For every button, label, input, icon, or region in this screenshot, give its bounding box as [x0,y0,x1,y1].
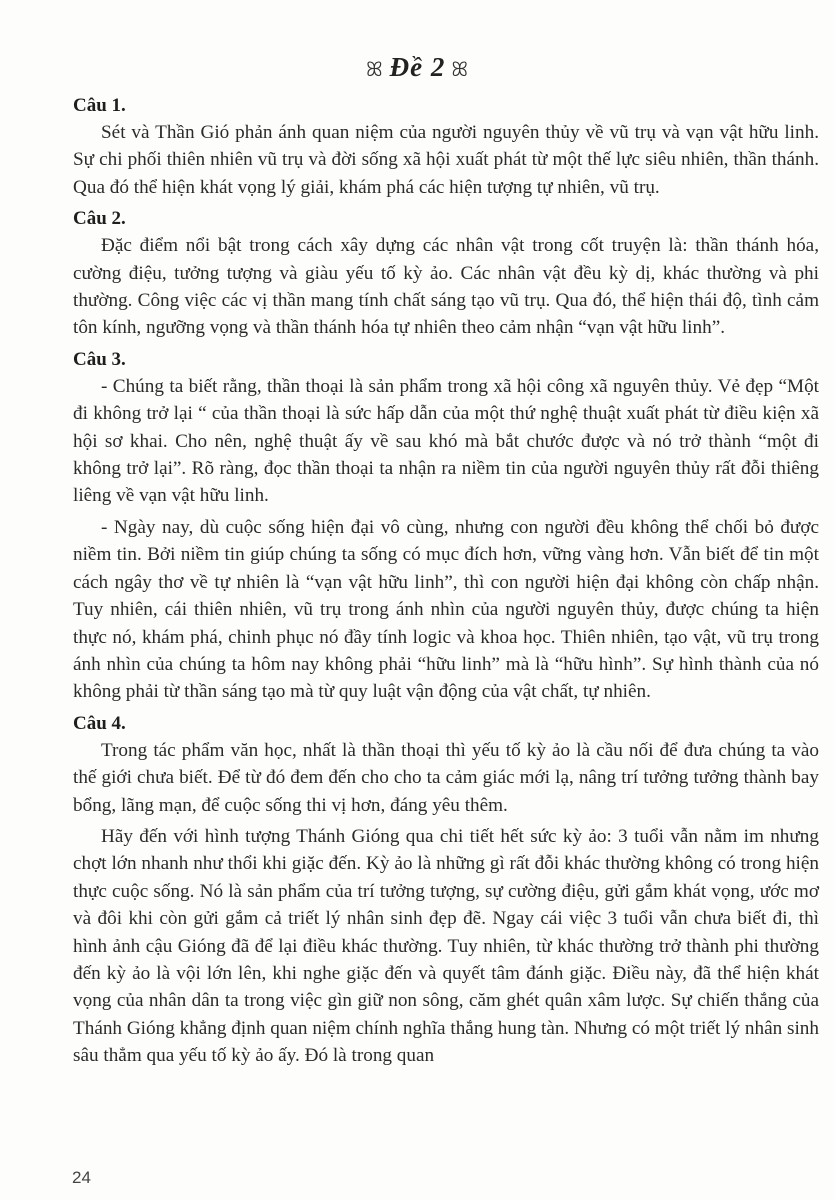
answer-paragraph: - Chúng ta biết rằng, thần thoại là sản phẩm trong xã hội công xã nguyên thủy. Vẻ đẹp “Một đi không trở lại “ của thần thoại là sức hấp dẫn của một thứ nghệ thuật xuất phát từ điều kiện xã hội sơ khai. Cho nên, nghệ thuật ấy về sau khó mà bắt chước được và nó trở thành “một đi không trở lại”. Rõ ràng, đọc thần thoại ta nhận ra niềm tin của người nguyên thủy rất đỗi thiêng liêng về vạn vật hữu linh. [73,375,819,507]
question-heading: Câu 2. [73,208,126,230]
section-cau-4 [73,710,819,1070]
answer-paragraph: - Ngày nay, dù cuộc sống hiện đại vô cùng, nhưng con người đều không thể chối bỏ được niềm tin. Bởi niềm tin giúp chúng ta sống có mục đích hơn, vững vàng hơn. Vẫn biết để tin một cách ngây thơ về tự nhiên là “vạn vật hữu linh”, thì con người hiện đại không còn chấp nhận. Tuy nhiên, cái thiên nhiên, vũ trụ trong ánh nhìn của người nguyên thủy, được chúng ta hiện thực nó, khám phá, chinh phục nó đầy tính logic và khoa học. Thiên nhiên, tạo vật, vũ trụ trong ánh nhìn của chúng ta hôm nay không phải “hữu linh” mà là “hữu hình”. Sự hình thành của nó không phải từ thần sáng tạo mà từ quy luật vận động của vật chất, tự nhiên. [73,516,819,703]
page-number: 24 [72,1168,91,1187]
exam-title-text: Đề 2 [389,52,446,82]
ornament-right-icon: ꕤ [451,59,469,81]
question-heading: Câu 1. [73,95,126,116]
section-cau-3 [73,346,819,706]
section-cau-2 [73,205,819,342]
question-heading: Câu 3. [73,348,126,370]
question-heading: Câu 4. [73,712,126,734]
answer-paragraph: Sét và Thần Gió phản ánh quan niệm của người nguyên thủy về vũ trụ và vạn vật hữu linh. Sự chi phối thiên nhiên vũ trụ và đời sống xã hội xuất phát từ một thế lực siêu nhiên, thần thánh. Qua đó thể hiện khát vọng lý giải, khám phá các hiện tượng tự nhiên, vũ trụ. [73,122,819,198]
answer-paragraph: Đặc điểm nổi bật trong cách xây dựng các nhân vật trong cốt truyện là: thần thánh hóa, cường điệu, tưởng tượng và giàu yếu tố kỳ ảo. Các nhân vật đều kỳ dị, khác thường và phi thường. Công việc các vị thần mang tính chất sáng tạo vũ trụ. Qua đó, thể hiện thái độ, tình cảm tôn kính, ngưỡng vọng và thần thánh hóa tự nhiên theo cảm nhận “vạn vật hữu linh”. [73,235,819,339]
section-cau-1 [73,92,819,201]
exam-title [0,52,835,83]
answer-paragraph: Hãy đến với hình tượng Thánh Gióng qua chi tiết hết sức kỳ ảo: 3 tuổi vẫn nằm im nhưng chợt lớn nhanh như thổi khi giặc đến. Kỳ ảo là những gì rất đỗi khác thường không có trong hiện thực cuộc sống. Nó là sản phẩm của trí tưởng tượng, sự cường điệu, gửi gắm khát vọng, ước mơ và đôi khi còn gửi gắm cả triết lý nhân sinh đẹp đẽ. Ngay cái việc 3 tuổi vẫn chưa biết đi, thì hình ảnh cậu Gióng đã để lại điều khác thường. Tuy nhiên, từ khác thường trở thành phi thường đến kỳ ảo là vội lớn lên, khi nghe giặc đến và quyết tâm đánh giặc. Điều này, đã thể hiện khát vọng của nhân dân ta trong việc gìn giữ non sông, căm ghét quân xâm lược. Sự chiến thắng của Thánh Gióng khẳng định quan niệm chính nghĩa thắng hung tàn. Nhưng có một triết lý nhân sinh sâu thẳm qua yếu tố kỳ ảo ấy. Đó là trong quan [73,825,819,1067]
answer-paragraph: Trong tác phẩm văn học, nhất là thần thoại thì yếu tố kỳ ảo là cầu nối để đưa chúng ta vào thế giới chưa biết. Để từ đó đem đến cho cho ta cảm giác mới lạ, nâng trí tưởng tưởng thành bay bổng, lãng mạn, để cuộc sống thi vị hơn, đáng yêu thêm. [73,739,819,816]
ornament-left-icon: ꕤ [365,59,384,81]
answer-content [73,92,819,1074]
